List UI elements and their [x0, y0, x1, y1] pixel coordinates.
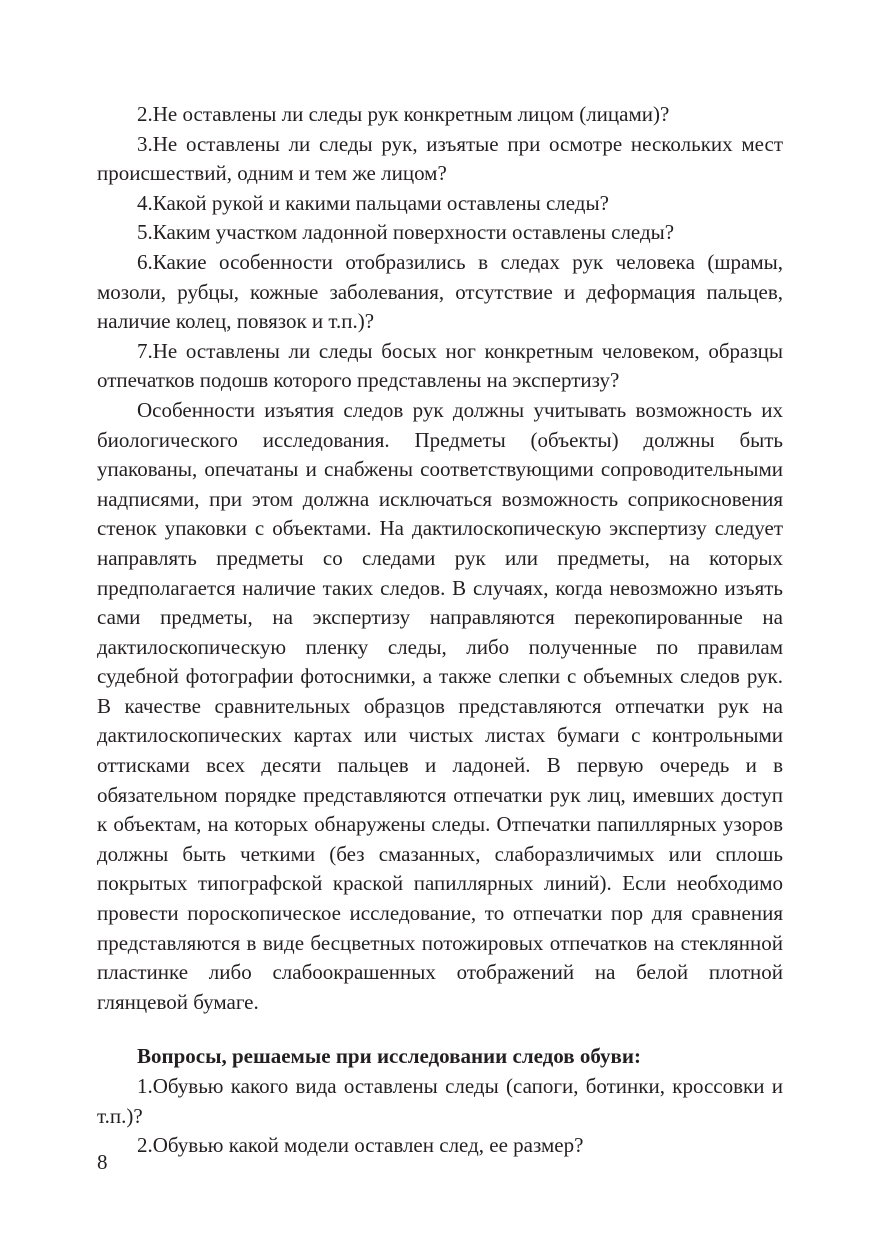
question-4-hands: 4.Какой рукой и какими пальцами оставлены следы?	[137, 190, 609, 215]
section-heading-footwear: Вопросы, решаемые при исследовании следов обуви:	[137, 1044, 641, 1069]
question-7-feet: 7.Не оставлены ли следы босых ног конкретным человеком, образцы отпечатков подошв которого представлены на экспертизу?	[97, 338, 783, 393]
question-2-hands: 2.Не оставлены ли следы рук конкретным лицом (лицами)?	[137, 102, 670, 126]
page-number: 8	[97, 1150, 108, 1174]
question-5-hands: 5.Каким участком ладонной поверхности оставлены следы?	[137, 220, 675, 245]
question-1-footwear: 1.Обувью какого вида оставлены следы (сапоги, ботинки, кроссовки и т.п.)?	[97, 1074, 783, 1128]
hand-traces-seizure-paragraph: Особенности изъятия следов рук должны учитывать возможность их биологического исследования. Предметы (объекты) должны быть упакованы, опечатаны и снабжены соответствующими сопроводительными надписями, при этом должна исключаться возможность соприкосновения стенок упаковки с объектами. На дактилоскопическую экспертизу следует направлять предметы со следами рук или предметы, на которых предполагается наличие таких следов. В случаях, когда невозможно изъять сами предметы, на экспертизу направляются перекопированные на дактилоскопическую пленку следы, либо полученные по правилам судебной фотографии фотоснимки, а также слепки с объемных следов рук. В качестве сравнительных образцов представляются отпечатки рук на дактилоскопических картах или чистых листах бумаги с контрольными оттисками всех десяти пальцев и ладоней. В первую очередь и в обязательном порядке представляются отпечатки рук лиц, имевших доступ к объектам, на которых обнаружены следы. Отпечатки папиллярных узоров должны быть четкими (без смазанных, слаборазличимых или сплошь покрытых типографской краской папиллярных линий). Если необходимо провести пороскопическое исследование, то отпечатки пор для сравнения представляются в виде бесцветных потожировых отпечатков на стеклянной пластинке либо слабоокрашенных отображений на белой плотной глянцевой бумаге.	[97, 397, 783, 1014]
question-2-footwear: 2.Обувью какой модели оставлен след, ее размер?	[137, 1133, 584, 1158]
page-body	[97, 100, 783, 1161]
question-3-hands: 3.Не оставлены ли следы рук, изъятые при осмотре нескольких мест происшествий, одним и тем же лицом?	[97, 131, 783, 186]
question-6-hands: 6.Какие особенности отобразились в следах рук человека (шрамы, мозоли, рубцы, кожные заболевания, отсутствие и деформация пальцев, наличие колец, повязок и т.п.)?	[97, 249, 783, 334]
section-spacer	[97, 1017, 783, 1042]
